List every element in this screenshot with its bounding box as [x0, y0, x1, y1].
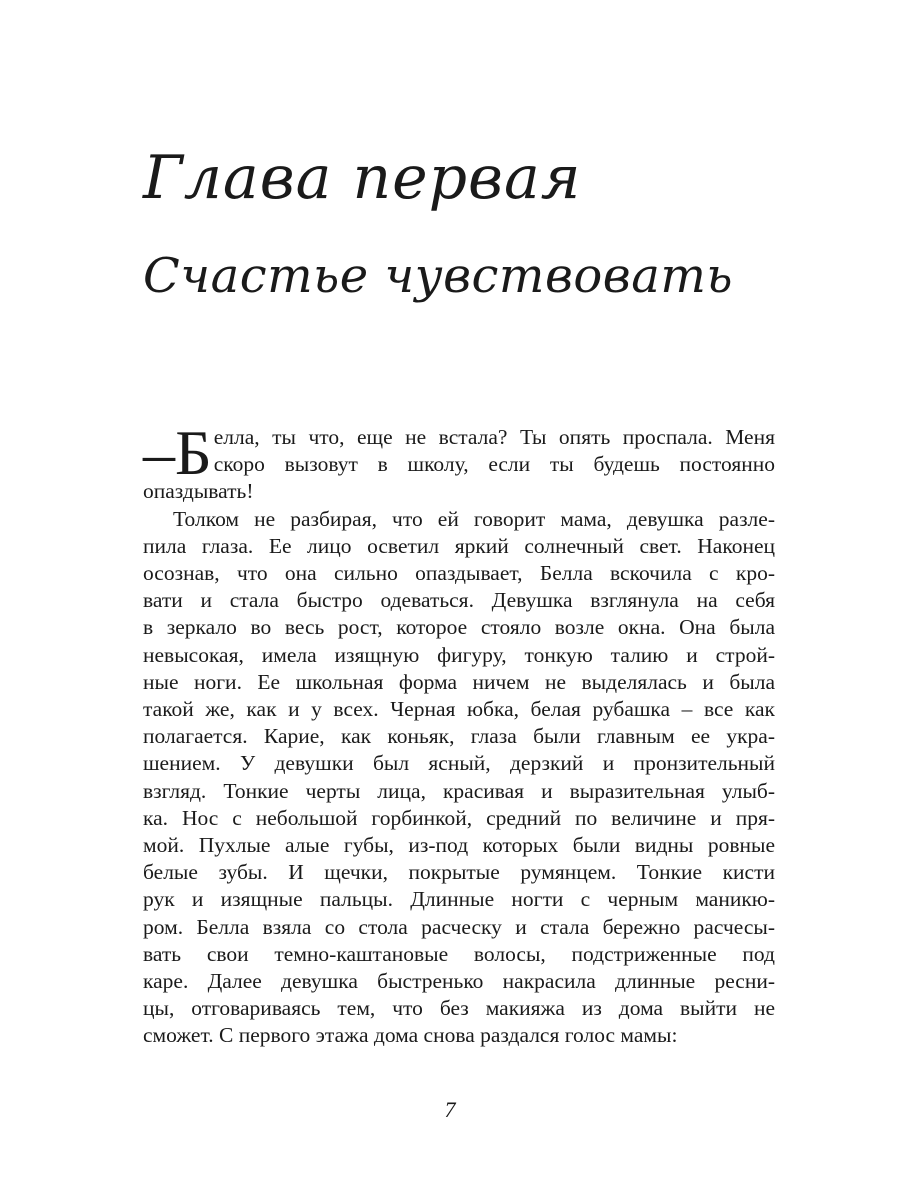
text-line: шением. У девушки был ясный, дерзкий и пронзительный: [143, 751, 775, 776]
text-line: пила глаза. Ее лицо осветил яркий солнечный свет. Наконец: [143, 533, 775, 558]
text-line: в зеркало во весь рост, которое стояло возле окна. Она была: [143, 615, 775, 640]
text-line: елла, ты что, еще не встала? Ты опять проспала. Меня: [213, 425, 775, 449]
body-text: [143, 417, 775, 1050]
text-line: такой же, как и у всех. Черная юбка, белая рубашка – все как: [143, 697, 775, 722]
drop-cap: –Б: [143, 417, 212, 488]
text-line: Толком не разбирая, что ей говорит мама, девушка разле-: [173, 506, 775, 531]
chapter-subtitle: Счастье чувствовать: [143, 248, 733, 304]
text-line: вать свои темно-каштановые волосы, подстриженные под: [143, 941, 775, 966]
page-number: 7: [444, 1097, 456, 1122]
opening-paragraph: [143, 417, 775, 506]
text-line: ка. Нос с небольшой горбинкой, средний по величине и пря-: [143, 805, 775, 830]
text-line: белые зубы. И щечки, покрытые румянцем. Тонкие кисти: [143, 860, 775, 885]
text-line: каре. Далее девушка быстренько накрасила длинные ресни-: [143, 969, 775, 994]
text-line: сможет. С первого этажа дома снова раздался голос мамы:: [143, 1023, 678, 1048]
text-line: невысокая, имела изящную фигуру, тонкую талию и строй-: [143, 642, 775, 667]
text-line: ные ноги. Ее школьная форма ничем не выделялась и была: [143, 669, 775, 694]
text-line: опаздывать!: [143, 479, 254, 504]
text-line: скоро вызовут в школу, если ты будешь постоянно: [213, 452, 775, 477]
text-line: взгляд. Тонкие черты лица, красивая и выразительная улыб-: [143, 778, 775, 803]
text-line: цы, отговариваясь тем, что без макияжа из дома выйти не: [143, 996, 775, 1021]
opening-lines: [214, 424, 775, 478]
text-line: мой. Пухлые алые губы, из-под которых были видны ровные: [143, 833, 775, 858]
text-line: рук и изящные пальцы. Длинные ногти с черным маникю-: [143, 887, 775, 912]
text-line: полагается. Карие, как коньяк, глаза были главным ее укра-: [143, 724, 775, 749]
main-paragraph: [143, 506, 775, 1050]
text-line: ром. Белла взяла со стола расческу и стала бережно расчесы-: [143, 914, 775, 939]
text-line: осознав, что она сильно опаздывает, Белла вскочила с кро-: [143, 561, 775, 586]
chapter-title: Глава первая: [143, 143, 582, 213]
text-line: вати и стала быстро одеваться. Девушка взглянула на себя: [143, 588, 775, 613]
